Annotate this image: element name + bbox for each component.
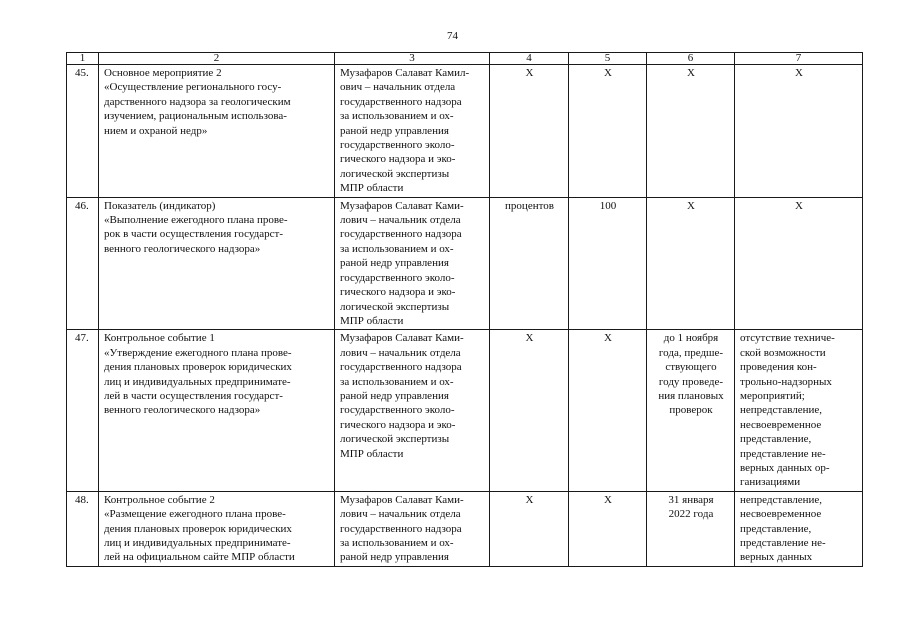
header-cell-3: 3	[335, 53, 490, 65]
responsible-person: Музафаров Салават Ками- лович – начальник отдела государственного надзора за использованием и ох- раной недр управления государственного эколо- гического надзора и эко- логической экспертизы МПР области	[335, 330, 490, 491]
deadline-cell: Х	[647, 65, 735, 198]
header-cell-7: 7	[735, 53, 863, 65]
table-row	[67, 491, 863, 566]
unit-cell: процентов	[490, 197, 569, 330]
value-cell: Х	[569, 330, 647, 491]
deadline-cell: 31 января 2022 года	[647, 491, 735, 566]
unit-cell: Х	[490, 65, 569, 198]
responsible-person: Музафаров Салават Ками- лович – начальник отдела государственного надзора за использованием и ох- раной недр управления	[335, 491, 490, 566]
table-row	[67, 65, 863, 198]
risks-cell: отсутствие техниче- ской возможности проведения кон- трольно-надзорных мероприятий; непредставление, несвоевременное представление, представление не- верных данных ор- ганизациями	[735, 330, 863, 491]
header-cell-4: 4	[490, 53, 569, 65]
plan-table	[66, 52, 863, 567]
header-cell-2: 2	[99, 53, 335, 65]
value-cell: Х	[569, 65, 647, 198]
unit-cell: Х	[490, 491, 569, 566]
table-row	[67, 330, 863, 491]
activity-name: Контрольное событие 2 «Размещение ежегодного плана прове- дения плановых проверок юридических лиц и индивидуальных предпринимате- лей на официальном сайте МПР области	[99, 491, 335, 566]
page-number: 74	[447, 30, 458, 42]
responsible-person: Музафаров Салават Камил- ович – начальник отдела государственного надзора за использованием и ох- раной недр управления государственного эколо- гического надзора и эко- логической экспертизы МПР области	[335, 65, 490, 198]
row-number: 45.	[67, 65, 99, 198]
deadline-cell: до 1 ноября года, предше- ствующего году проведе- ния плановых проверок	[647, 330, 735, 491]
value-cell: Х	[569, 491, 647, 566]
risks-cell: Х	[735, 65, 863, 198]
header-cell-1: 1	[67, 53, 99, 65]
activity-name: Показатель (индикатор) «Выполнение ежегодного плана прове- рок в части осуществления государст- венного геологического надзора»	[99, 197, 335, 330]
activity-name: Контрольное событие 1 «Утверждение ежегодного плана прове- дения плановых проверок юридических лиц и индивидуальных предпринимате- лей в части осуществления государст- венного геологического надзора»	[99, 330, 335, 491]
header-cell-5: 5	[569, 53, 647, 65]
risks-cell: Х	[735, 197, 863, 330]
deadline-cell: Х	[647, 197, 735, 330]
row-number: 48.	[67, 491, 99, 566]
header-row	[67, 53, 863, 65]
value-cell: 100	[569, 197, 647, 330]
unit-cell: Х	[490, 330, 569, 491]
responsible-person: Музафаров Салават Ками- лович – начальник отдела государственного надзора за использованием и ох- раной недр управления государственного эколо- гического надзора и эко- логической экспертизы МПР области	[335, 197, 490, 330]
row-number: 47.	[67, 330, 99, 491]
activity-name: Основное мероприятие 2 «Осуществление регионального госу- дарственного надзора за геологическим изучением, рациональным использова- нием и охраной недр»	[99, 65, 335, 198]
header-cell-6: 6	[647, 53, 735, 65]
row-number: 46.	[67, 197, 99, 330]
table-row	[67, 197, 863, 330]
risks-cell: непредставление, несвоевременное представление, представление не- верных данных	[735, 491, 863, 566]
